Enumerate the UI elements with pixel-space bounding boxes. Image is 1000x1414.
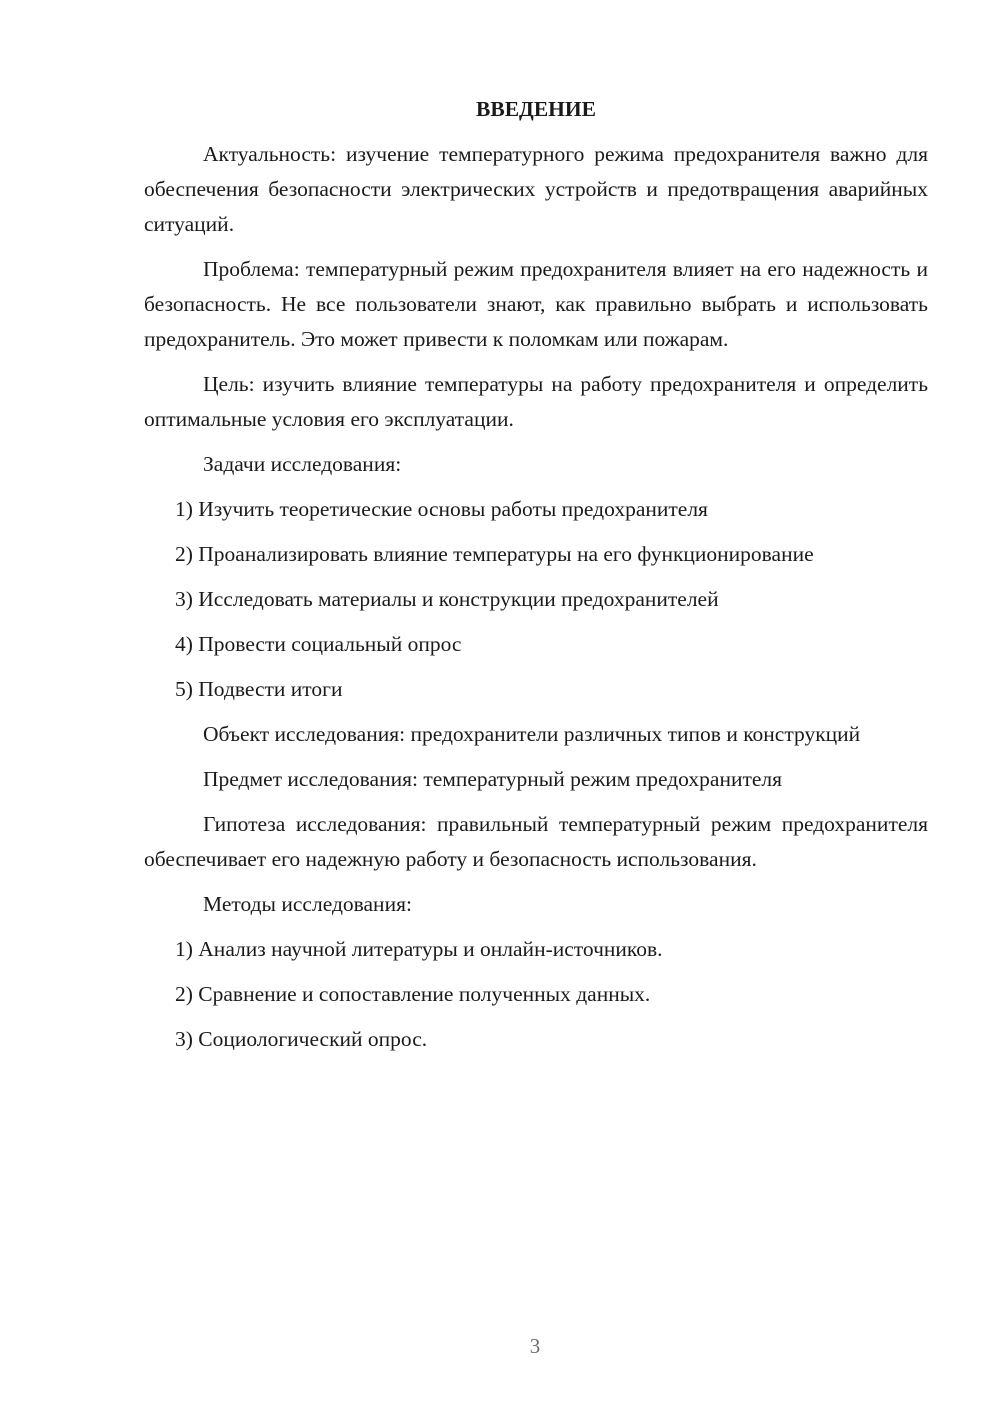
methods-list: [144, 932, 928, 1057]
page-number: 3: [529, 1334, 541, 1358]
method-item: 3) Социологический опрос.: [175, 1027, 428, 1051]
methods-heading: Методы исследования:: [203, 892, 412, 916]
task-item: 1) Изучить теоретические основы работы предохранителя: [175, 497, 708, 521]
hypothesis-paragraph: Гипотеза исследования: правильный температурный режим предохранителя обеспечивает его надежную работу и безопасность использования.: [144, 812, 928, 871]
method-item: 1) Анализ научной литературы и онлайн-источников.: [175, 937, 663, 961]
method-item: 2) Сравнение и сопоставление полученных данных.: [175, 982, 651, 1006]
page-title: ВВЕДЕНИЕ: [476, 97, 596, 121]
page-content: [144, 92, 928, 1067]
goal-paragraph: Цель: изучить влияние температуры на работу предохранителя и определить оптимальные условия его эксплуатации.: [144, 372, 928, 431]
tasks-list: [144, 492, 928, 707]
task-item: 4) Провести социальный опрос: [175, 632, 462, 656]
task-item: 3) Исследовать материалы и конструкции предохранителей: [175, 587, 719, 611]
tasks-heading: Задачи исследования:: [203, 452, 402, 476]
task-item: 5) Подвести итоги: [175, 677, 343, 701]
task-item: 2) Проанализировать влияние температуры на его функционирование: [175, 542, 814, 566]
relevance-paragraph: Актуальность: изучение температурного режима предохранителя важно для обеспечения безопасности электрических устройств и предотвращения аварийных ситуаций.: [144, 142, 928, 236]
problem-paragraph: Проблема: температурный режим предохранителя влияет на его надежность и безопасность. Не все пользователи знают, как правильно выбрать и использовать предохранитель. Это может привести к поломкам или пожарам.: [144, 257, 928, 351]
subject-paragraph: Предмет исследования: температурный режим предохранителя: [203, 767, 783, 791]
object-paragraph: Объект исследования: предохранители различных типов и конструкций: [203, 722, 861, 746]
